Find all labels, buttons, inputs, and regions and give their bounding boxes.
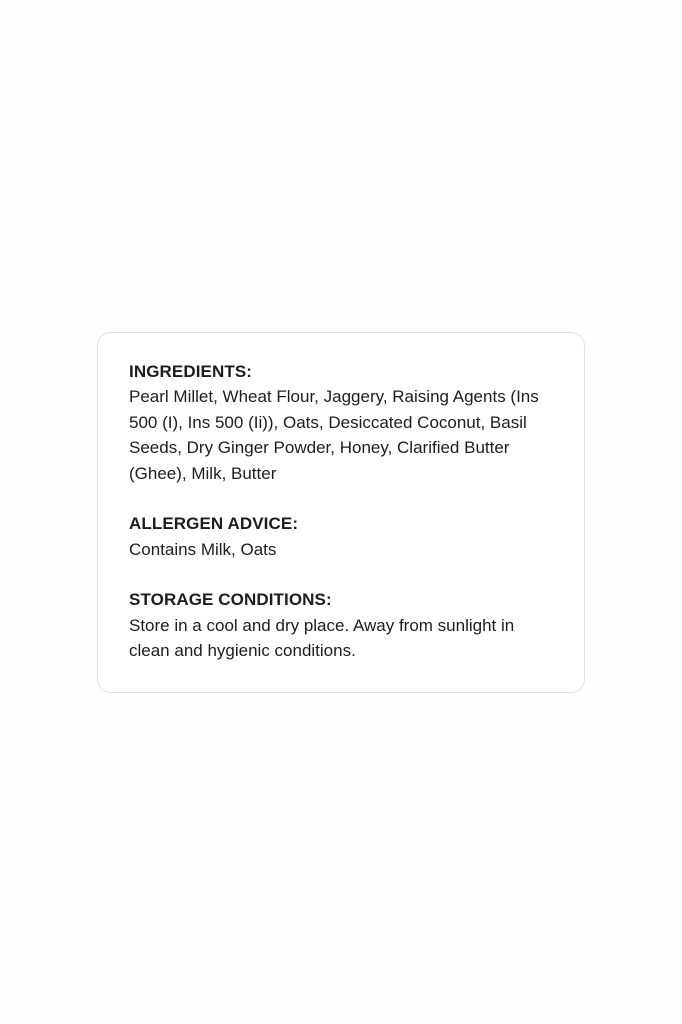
storage-conditions-section [129, 587, 554, 664]
storage-conditions-heading: STORAGE CONDITIONS: [129, 590, 332, 609]
storage-conditions-text: Store in a cool and dry place. Away from sunlight in clean and hygienic conditions. [129, 615, 515, 660]
product-info-card [97, 332, 585, 693]
allergen-advice-section [129, 511, 554, 562]
ingredients-text: Pearl Millet, Wheat Flour, Jaggery, Raising Agents (Ins 500 (I), Ins 500 (Ii)), Oats, Desiccated Coconut, Basil Seeds, Dry Ginger Powder, Honey, Clarified Butter (Ghee), Milk, Butter [129, 387, 539, 483]
allergen-advice-heading: ALLERGEN ADVICE: [129, 514, 299, 533]
allergen-advice-text: Contains Milk, Oats [129, 539, 277, 559]
ingredients-section [129, 359, 554, 487]
ingredients-heading: INGREDIENTS: [129, 361, 253, 381]
